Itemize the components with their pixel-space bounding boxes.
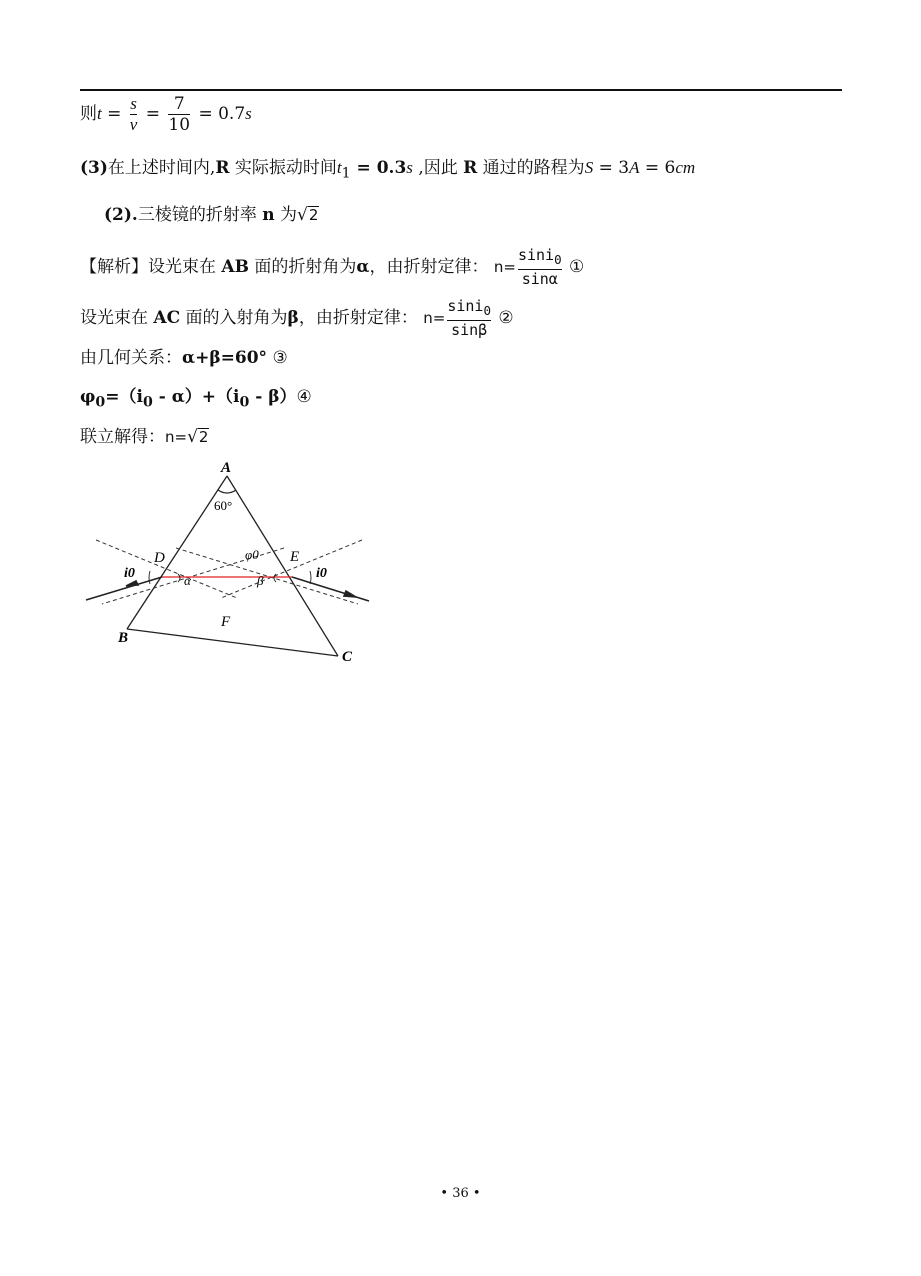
step-3-path: (3)在上述时间内,R 实际振动时间$t_1 = 0.3s$ ,因此 R 通过的路程为S = 3A = 6cm — [80, 158, 696, 182]
label-apex-angle: 60° — [214, 498, 233, 513]
fraction-sin-beta: $\frac{\sin i_0}{\sin\beta}$ — [447, 297, 491, 339]
prism-diagram — [80, 458, 380, 668]
apex-angle-arc — [218, 490, 236, 493]
prism-side-bc — [127, 629, 338, 656]
label-beta: β — [257, 573, 264, 588]
analysis-ab-face: 【解析】设光束在 AB 面的折射角为α，由折射定律： n= $\frac{\sin i_0}{\sin\alpha}$ ① — [80, 246, 585, 288]
label-phi0: φ0 — [245, 547, 259, 562]
fraction-sin-alpha: $\frac{\sin i_0}{\sin\alpha}$ — [517, 246, 562, 288]
equation-time: 则t = $\frac{s}{v}$ = $\frac{7}{10}$ = 0.7s — [80, 94, 252, 135]
label-i0-left: i0 — [124, 566, 135, 581]
answer-refractive-index: (2).三棱镜的折射率 n 为√2 — [104, 205, 319, 225]
label-i0-right: i0 — [316, 566, 327, 581]
geometry-relation: 由几何关系：α+β=60° ③ — [80, 348, 288, 368]
extension-incident — [176, 548, 358, 604]
angle-arc-i0-right — [310, 571, 311, 584]
final-solution: 联立解得：n=√2 — [80, 427, 209, 447]
label-alpha: α — [184, 573, 191, 588]
emergent-arrow-icon — [344, 591, 356, 597]
fraction-s-over-v: $\frac{s}{v}$ — [129, 94, 138, 134]
label-b: B — [118, 630, 129, 646]
label-e: E — [290, 549, 300, 565]
label-a: A — [221, 460, 232, 476]
incident-arrow-icon — [126, 581, 138, 586]
analysis-ac-face: 设光束在 AC 面的入射角为β，由折射定律： n= $\frac{\sin i_0}{\sin\beta}$ ② — [80, 297, 514, 339]
deviation-equation: $\varphi_0=(i_0 - \alpha)+(i_0$ - β）④ — [80, 387, 312, 411]
fraction-7-over-10: $\frac{7}{10}$ — [168, 94, 191, 135]
prism-side-ab — [127, 476, 227, 629]
angle-arc-alpha — [178, 574, 180, 582]
label-d: D — [154, 550, 165, 566]
emergent-ray — [292, 577, 369, 601]
label-c: C — [342, 649, 353, 665]
angle-arc-i0-left — [149, 571, 150, 584]
page-number: • 36 • — [440, 1186, 481, 1201]
header-rule — [80, 89, 842, 91]
label-f: F — [221, 614, 231, 630]
